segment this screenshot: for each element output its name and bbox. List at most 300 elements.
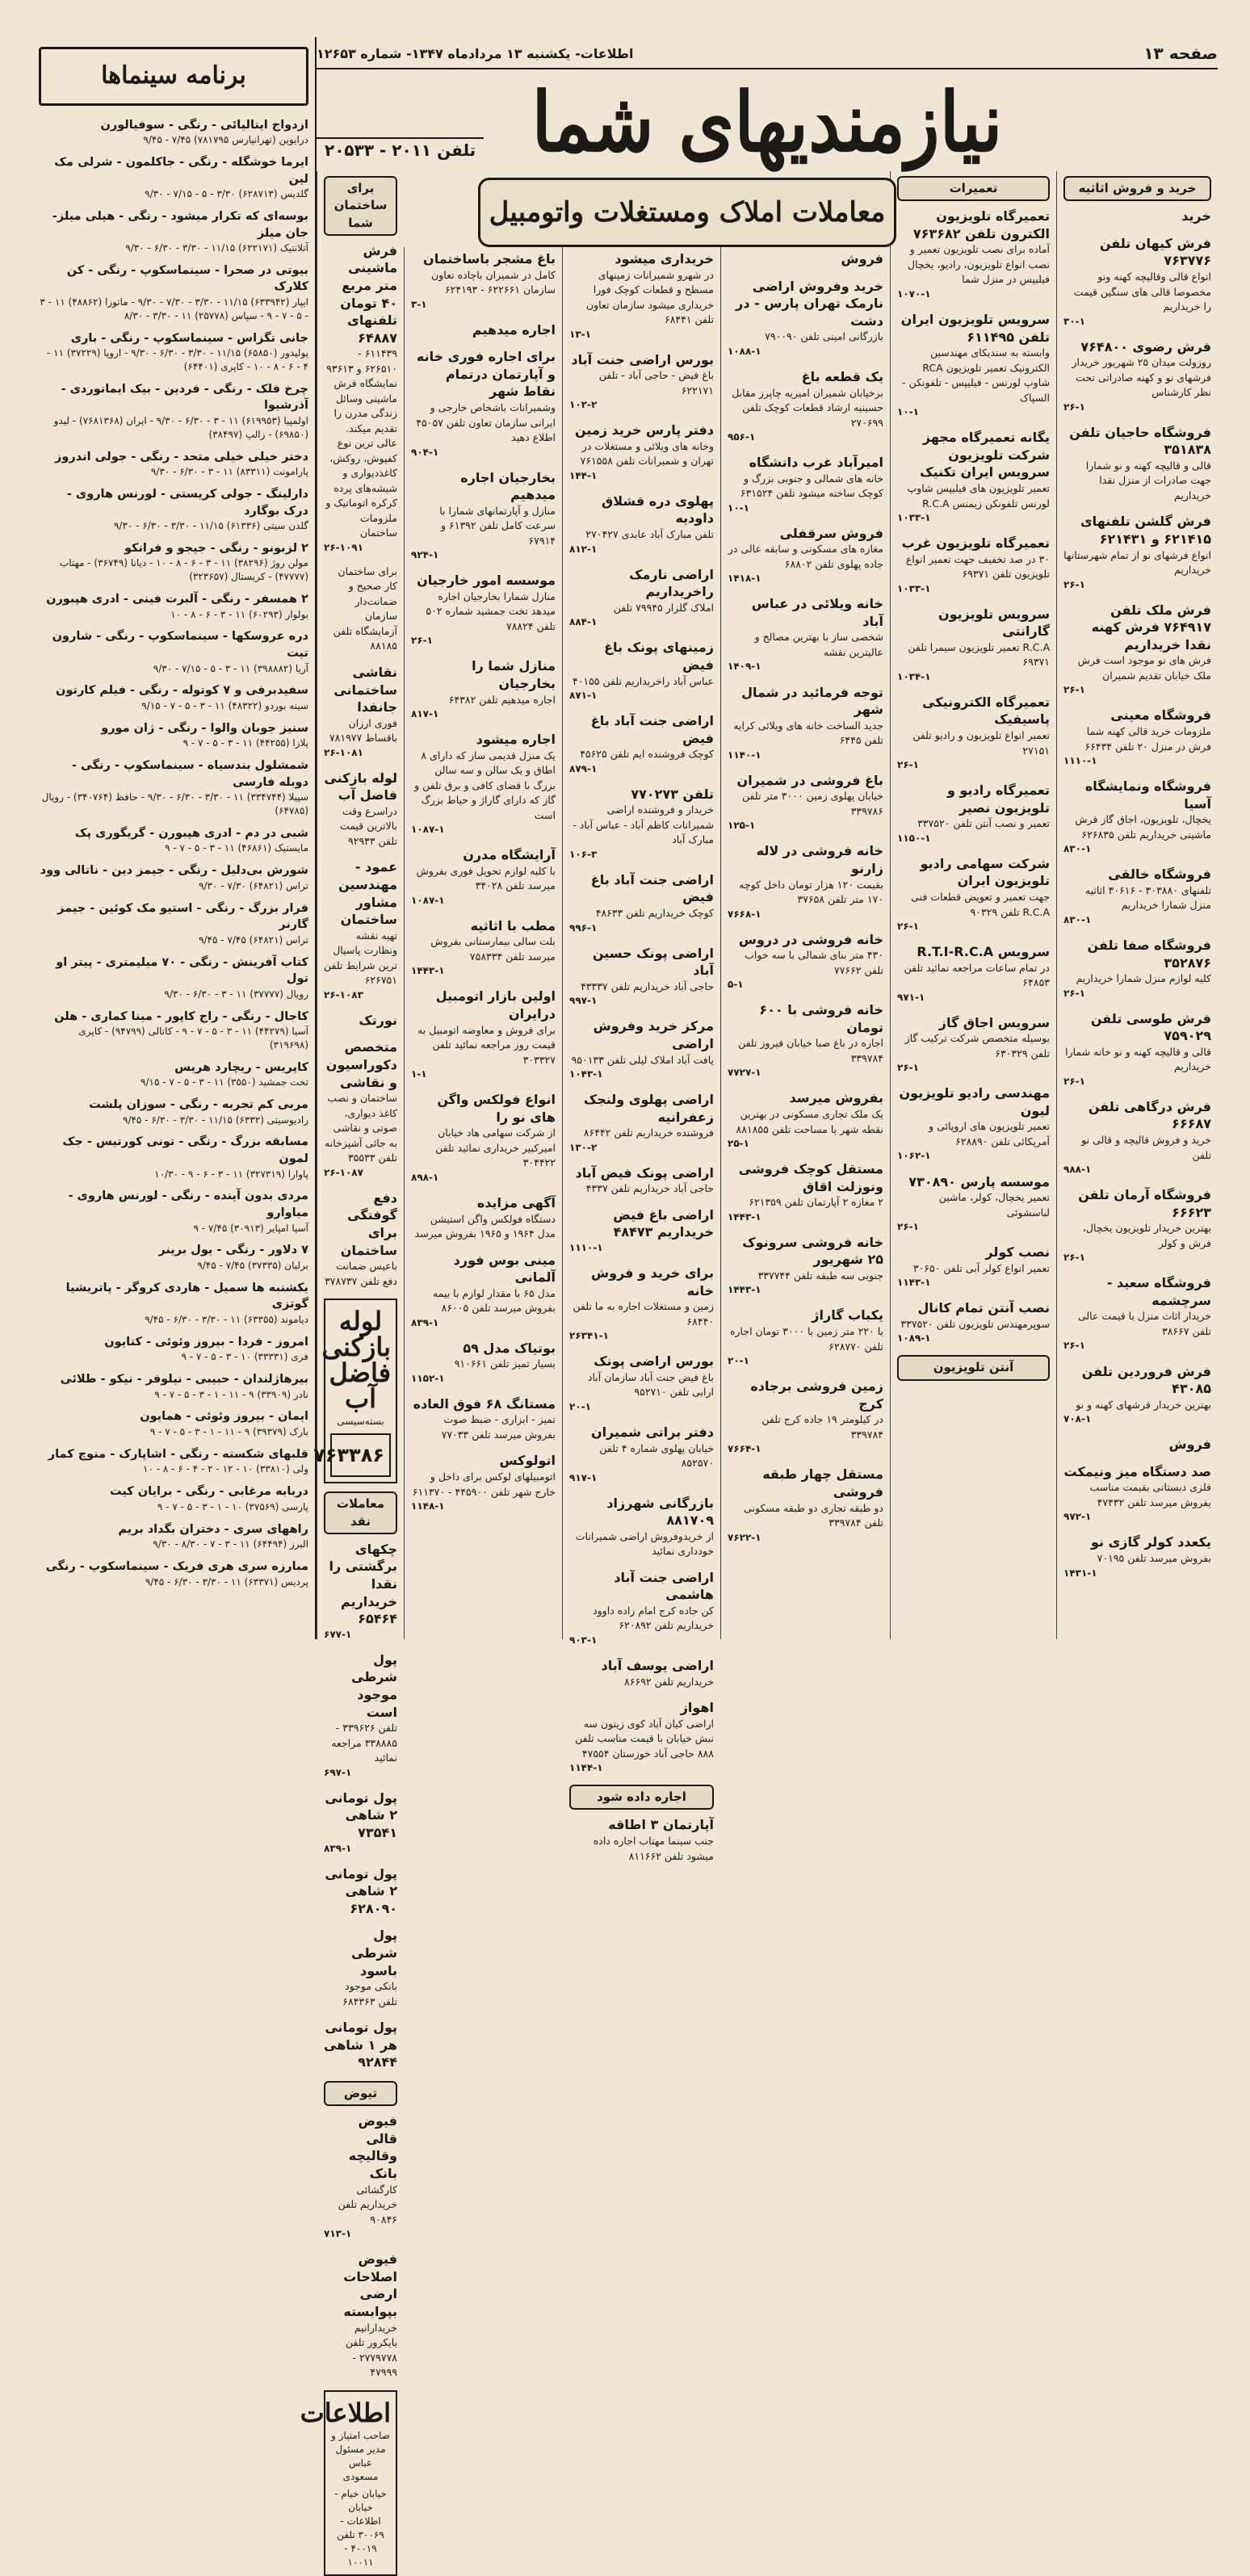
film-showtimes: مایستیک (۴۶۸۶۱) ۱۱ - ۳ - ۵ - ۷ - ۹ — [165, 842, 308, 854]
ad-body: یک ملک تجاری مسکونی در بهترین نقطه شهر با مساحت تلفن ۸۸۱۸۵۵ — [736, 1108, 883, 1135]
film-listing — [39, 825, 308, 855]
classified-ad — [897, 1173, 1050, 1235]
ad-code: ۸۱۲-۱ — [569, 543, 598, 555]
ad-title: فیوض اصلاحات ارضی بپوابسته — [343, 2251, 397, 2319]
film-listing — [39, 486, 308, 533]
ad-body: املاک گلزار ۷۹۹۴۵ تلفن — [613, 601, 714, 614]
film-listing — [39, 1097, 308, 1126]
film-title: سفیدبرفی و ۷ کوتوله - رنگی - فیلم کارتون — [56, 684, 308, 698]
ad-title: خرید وفروش اراضی نارمک تهران پارس - در دشت — [736, 278, 883, 329]
ad-title: فروشگاه معینی — [1110, 707, 1211, 724]
film-listing — [39, 330, 308, 374]
ad-code: ۸۸۴-۱ — [569, 616, 598, 628]
classified-ad — [897, 782, 1050, 845]
page-number: صفحه ۱۳ — [1143, 44, 1218, 63]
column-building — [300, 171, 404, 2568]
ad-body: از خریدوفروش اراضی شمیرانات خودداری نمائید — [575, 1529, 714, 1558]
classified-ad — [411, 988, 556, 1081]
ad-title: اراضی پهلوی ولنجک زعفرانیه — [583, 1092, 714, 1125]
film-showtimes: تراس (۶۴۸۲۱) ۷/۴۵ - ۹/۴۵ — [199, 933, 308, 946]
classified-ad — [324, 664, 397, 760]
film-listing — [39, 954, 308, 1001]
classified-ad — [897, 311, 1050, 419]
plumbing-logo: لوله بازکنی فاضل آب — [321, 1306, 391, 1415]
ad-title: اراضی یوسف آباد — [601, 1657, 714, 1673]
ad-body: برخیابان شمیران امیریه چاپرز مقابل حسینیه ارشاد قطعات کوچک تلفن ۲۷۰۶۹۹ — [732, 386, 883, 429]
ad-code: ۱۰۷۰-۱ — [897, 287, 931, 300]
ad-body: خریدار اثاث منزل با قیمت عالی تلفن ۳۸۶۶۷ — [1077, 1310, 1211, 1337]
classified-ad — [1063, 602, 1211, 698]
ad-code: ۷۶۲۲-۱ — [728, 1531, 761, 1543]
classified-ad — [411, 572, 556, 648]
ad-title: فرش گلشن تلفنهای ۶۲۱۴۱۵ و ۶۲۱۴۳۱ — [1080, 514, 1211, 548]
film-showtimes: پلازا (۴۴۲۵۵) ۱۱ - ۳ - ۵ - ۷ - ۹ — [182, 737, 308, 749]
classified-ad — [411, 731, 556, 837]
film-listing — [39, 1483, 308, 1513]
classified-ad — [728, 250, 883, 268]
ad-body: یک منزل قدیمی ساز که دارای ۸ اطاق و یک سالن و سه سالن بزرگ با فضای کافی و برق تلفن و گاز که دارای گاراژ و حیاط بزرگ است — [414, 749, 556, 821]
ad-code: ۲۶-۱ — [411, 635, 433, 647]
classified-ad — [411, 1194, 556, 1242]
film-listing — [39, 381, 308, 442]
film-listing — [39, 900, 308, 947]
ad-body: برای فروش و معاوضه اتومبیل به قیمت روز مراجعه نمائید تلفن ۳۰۳۳۲۷ — [417, 1023, 556, 1066]
ad-code: ۲۶-۱۰۸۱ — [324, 746, 363, 758]
ad-body: سوپرمهندس تلویزیون تلفن ۳۳۷۵۲۰ — [900, 1317, 1050, 1330]
ad-body: با کلیه لوازم تحویل فوری بفروش میرسد تلفن ۳۴۰۲۸ — [416, 864, 556, 892]
ad-title: فیوض قالی وقالیچه بانک — [348, 2113, 397, 2182]
ad-code: ۱۰-۱ — [728, 501, 749, 514]
ad-title: موسسه پارس ۷۳۰۸۹۰ — [908, 1173, 1050, 1189]
ad-code: ۱۱۵۰-۱ — [897, 832, 931, 844]
ad-body: انواع فرشهای نو از تمام شهرستانها خریداریم — [1063, 548, 1211, 577]
ad-title: بورس اراضی جنت آباد — [571, 351, 714, 367]
ad-body: تهیه نقشه ونظارت پاسیال ترین شرایط تلفن ۶۲۶۷۵۱ — [324, 929, 397, 987]
ad-title: اجاره میدهیم — [472, 321, 556, 338]
classified-ad — [324, 1541, 397, 1642]
ad-title: فروش — [841, 251, 883, 266]
ad-code: ۱۰-۱ — [897, 406, 919, 418]
ad-title: سرویس تلویزیون گارانتی — [938, 606, 1050, 640]
classified-ad — [569, 1091, 714, 1155]
ad-code: ۹۹۶-۱ — [569, 921, 598, 933]
ad-body: وشمیرانات باشخاص خارجی و ایرانی سازمان تعاون تلفن ۴۵۰۵۷ اطلاع دهید — [416, 401, 556, 443]
classified-ad — [897, 1299, 1050, 1345]
ad-body: در شهرو شمیرانات زمینهای مسطح و قطعات کوچک فورا خریداری میشود سازمان تعاون تلفن ۶۸۴۴۱ — [585, 268, 714, 326]
film-listing — [39, 1408, 308, 1438]
classified-ad — [324, 1789, 397, 1856]
ad-title: باغ فروشی در شمیران — [736, 772, 883, 788]
ad-code: ۱۰۲-۲ — [569, 399, 598, 411]
film-listing — [39, 1188, 308, 1235]
ad-code: ۱۰۸۸-۱ — [728, 345, 761, 357]
ad-title: پول تومانی هر ۱ شاهی ۹۲۸۴۴ — [324, 2020, 397, 2070]
classified-ad — [728, 454, 883, 515]
ad-title: اراضی پونک فیض آباد — [575, 1164, 714, 1181]
classified-ad — [897, 855, 1050, 933]
classified-ad — [728, 931, 883, 992]
classified-ad — [728, 1234, 883, 1298]
film-listing — [39, 720, 308, 750]
ad-title: نقاشی ساختمانی جانفدا — [333, 664, 397, 715]
ad-body: کارگشائی خریداریم تلفن ۹۰۸۴۶ — [338, 2183, 397, 2226]
ad-body: فرش های نو موجود است فرش ملک خیابان تقدیم شمیران — [1077, 654, 1211, 682]
ad-body: خریدار و فروشنده اراضی شمیرانات کاظم آباد - عباس آباد - مبارک آباد — [573, 803, 714, 846]
ad-title: فروشگاه خالقی — [1108, 866, 1211, 883]
ad-title: نورتک — [359, 1012, 397, 1028]
film-title: بوسه‌ای که تکرار میشود - رنگی - هیلی میلز- جان میلز — [52, 209, 308, 240]
issue-line: اطلاعات- یکشنبه ۱۳ مردادماه ۱۳۴۷- شماره ۱۲۶۵۳ — [317, 45, 634, 61]
ad-code: ۲۶۳۴۱-۱ — [569, 1330, 609, 1342]
ad-code: ۱۴۴۳-۱ — [728, 1210, 761, 1223]
film-showtimes: آریا (۳۹۸۸۸۲) ۱۱ - ۳ - ۵ - ۷/۱۵ - ۹/۳۰ — [153, 662, 308, 674]
classified-ad — [324, 1189, 397, 1289]
column-rentals-cars — [404, 247, 562, 1639]
ad-body: ۳۰ در صد تخفیف جهت تعمیر انواع تلویزیون تلفن ۶۹۳۷۱ — [905, 552, 1050, 581]
ad-title: خانه فروشی در دروس — [738, 931, 883, 947]
classified-ad — [324, 1865, 397, 1918]
ad-title: فرش ماشینی متر مربع ۴۰ تومان تلفنهای ۶۴۸۸۷ — [340, 242, 397, 346]
ad-title: باغ مشجر باساختمان — [423, 251, 556, 266]
classified-ad — [411, 1452, 556, 1513]
classified-ad — [728, 1466, 883, 1544]
ad-code: ۱۰۴۳-۱ — [569, 1068, 603, 1080]
ad-body: خیابان پهلوی زمین ۳۰۰۰ متر تلفن ۳۳۹۷۸۶ — [742, 790, 883, 817]
ad-code: ۱-۱ — [411, 1068, 427, 1080]
ad-title: فروشگاه حاجیان تلفن ۳۵۱۸۳۸ — [1069, 424, 1211, 458]
film-showtimes: سینه بوردو (۴۸۳۲۲) ۱۱ - ۳ - ۵ - ۷ - ۹/۱۵ — [141, 699, 308, 711]
ad-title: اجاره میشود — [476, 732, 556, 748]
ad-title: نصب آنتن تمام کانال — [917, 1300, 1050, 1316]
ad-title: فروش — [1168, 1437, 1211, 1453]
ad-code: ۹۲۴-۱ — [411, 549, 439, 561]
classified-ad — [569, 1495, 714, 1559]
ad-code: ۱۰۶-۳ — [569, 848, 598, 860]
ad-code: ۱۴۱۸-۱ — [728, 573, 761, 585]
ad-code: ۲۶-۱ — [1063, 578, 1085, 590]
ad-code: ۱۱۱۰-۱ — [1063, 755, 1097, 767]
ad-body: شخصی ساز با بهترین مصالح و عالیترین نقشه — [754, 631, 883, 658]
film-showtimes: آسیا (۴۴۲۷۹) ۱۱ - ۳ - ۵ - ۷ - ۹ - کاتالی (۹۴۷۹۹) - کاپری (۳۱۹۶۹۸) — [78, 1026, 308, 1051]
classified-ad — [897, 1244, 1050, 1290]
ad-title: بخارجیان اجاره میدهیم — [460, 469, 556, 503]
film-listing — [39, 1242, 308, 1272]
ad-title: اراضی پونک حسین آباد — [592, 945, 714, 979]
ad-code: ۹۷۲-۱ — [1063, 1511, 1092, 1523]
ad-body: از شرکت سهامی هاد خیابان امیرکبیر خریداری نمائید تلفن ۳۰۴۴۲۲ — [435, 1126, 556, 1169]
ad-body: مغازه های مسکونی و سابقه عالی در جاده پهلوی تلفن ۶۸۸۰۲ — [728, 543, 883, 570]
category-heading: آنتن تلویزیون — [897, 1355, 1050, 1380]
ad-body: خانه های شمالی و جنوبی بزرگ و کوچک ساخته میشود تلفن ۶۳۱۵۲۴ — [740, 472, 883, 500]
ad-code: ۲۰-۱ — [569, 1400, 591, 1412]
ad-title: شرکت سهامی رادیو تلویزیون ایران — [920, 855, 1050, 889]
ad-code: ۸۷۱-۱ — [569, 690, 598, 701]
film-showtimes: پاوارا (۳۲۷۳۱۹) ۱۱ - ۳ - ۶ - ۹ - ۱۰/۳۰ — [154, 1168, 308, 1180]
ad-code: ۱۱۴۸-۱ — [411, 1500, 445, 1512]
ad-title: عمود - مهندسین مشاور ساختمان — [338, 859, 397, 928]
ad-title: اراضی باغ فیض خریداریم ۴۸۴۷۳ — [613, 1206, 714, 1240]
film-showtimes: آتلانتیک (۶۲۲۱۷۱) ۱۱/۱۵ - ۳/۳۰ - ۶/۳۰ - ۹/۳۰ — [125, 242, 308, 254]
ad-title: خرید — [1181, 208, 1211, 224]
classified-ad — [569, 1206, 714, 1255]
film-listing — [39, 862, 308, 892]
column-repairs — [890, 171, 1056, 1639]
ad-body: ۴۳۰ متر بنای شمالی با سه خواب تلفن ۷۷۶۶۲ — [745, 949, 883, 976]
film-listing — [39, 262, 308, 323]
classified-ad — [411, 321, 556, 339]
ad-title: یگانه تعمیرگاه مجهز شرکت تلویزیون سرویس ایران تکنیک — [920, 430, 1050, 480]
ad-body: قالی و قالیچه کهنه و نو شمارا جهت صادرات از منزل نقدا خریداریم — [1085, 459, 1211, 501]
ad-code: ۱۱۱۰-۱ — [569, 1242, 603, 1254]
classified-ad — [569, 422, 714, 483]
film-listing — [39, 1559, 308, 1588]
classified-ad — [324, 564, 397, 654]
ad-code: ۱۴۴۳-۱ — [411, 965, 445, 977]
ad-body: تعمیر یخچال، کولر، ماشین لباسشوئی — [938, 1191, 1050, 1219]
film-listing — [39, 1280, 308, 1327]
ad-code: ۱۰۸۷-۱ — [411, 824, 445, 836]
classified-ad — [728, 595, 883, 673]
ad-title: مطب با اثاثیه — [470, 917, 556, 933]
ad-code: ۷۷۲۷-۱ — [728, 1067, 761, 1079]
classified-ad — [1063, 707, 1211, 768]
film-showtimes: رویال (۳۷۷۷۷) ۱۱ - ۳ - ۶/۳۰ - ۹/۳۰ — [164, 988, 308, 1000]
classified-ad — [728, 684, 883, 762]
ad-body: دستگاه فولکس واگن استیشن مدل ۱۹۶۴ و ۱۹۶۵ بفروش میرسد — [414, 1212, 556, 1240]
ad-body: خریدارانیم بایکرور تلفن ۲۷۷۹۷۷۸ - ۴۷۹۹۹ — [345, 2321, 397, 2379]
ad-title: مستانگ ۶۸ فوق العاده — [413, 1395, 556, 1412]
ad-code: ۱۴۳۱-۱ — [1063, 1567, 1097, 1579]
film-showtimes: گلدیس (۶۲۸۷۱۳) ۳/۳۰ - ۵ - ۷/۱۵ - ۹/۳۰ — [145, 188, 308, 200]
ad-title: تعمیرگاه تلویزیون غرب — [901, 535, 1050, 552]
publisher-name: صاحب امتیاز و مدیر مسئول عباس مسعودی — [331, 2429, 390, 2482]
ad-title: فرش درگاهی تلفن ۶۶۶۸۷ — [1088, 1098, 1211, 1132]
classified-ad — [569, 1816, 714, 1864]
ad-body: تعمیر انواع تلویزیون و رادیو تلفن ۲۷۱۵۱ — [912, 729, 1050, 757]
film-title: شمشلول بندسیاه - سینماسکوپ - رنگی - دوبله فارسی — [71, 759, 308, 789]
classified-ad — [569, 1353, 714, 1414]
film-listing — [39, 757, 308, 818]
film-listing — [39, 208, 308, 255]
film-showtimes: گلدن سیتی (۶۱۳۳۶) ۱۱/۱۵ - ۳/۳۰ - ۶/۳۰ - ۹/۳۰ — [113, 520, 308, 532]
ad-title: منازل شما را بخارجیان — [472, 658, 556, 691]
classified-ad — [728, 1160, 883, 1224]
ad-code: ۹۱۷-۱ — [569, 1471, 598, 1483]
category-heading: اجاره داده شود — [569, 1785, 714, 1810]
ad-body: روزولت میدان ۲۵ شهریور خریدار فرشهای نو و کهنه صادراتی تحت نظر کارشناس — [1072, 356, 1211, 399]
ad-title: آرایشگاه مدرن — [463, 847, 556, 863]
film-showtimes: بولوار (۶۰۲۹۳) ۱۱ - ۳ - ۶ - ۸ - ۱۰ — [170, 608, 308, 620]
classified-ad — [324, 858, 397, 1001]
ad-title: فرش طوسی تلفن ۷۵۹۰۲۹ — [1090, 1010, 1211, 1044]
ad-body: خریداریم تلفن ۸۶۶۹۲ — [624, 1675, 714, 1688]
film-showtimes: بارک (۳۹۳۷۹) ۹ - ۱۱ - ۱ - ۳ - ۵ - ۷ - ۹ — [149, 1426, 308, 1438]
ad-body: برای ساختمان کار صحیح و ضمانت‌دار سازمان آزمایشگاه تلفن ۸۸۱۸۵ — [333, 564, 397, 652]
film-listing — [39, 154, 308, 201]
ad-body: کوچک خریداریم تلفن ۴۸۶۳۳ — [595, 907, 714, 920]
classified-ad — [411, 1340, 556, 1386]
film-showtimes: ایپار (۶۳۳۹۴۲) ۱۱/۱۵ - ۳/۳۰ - ۷/۳۰ - ۹/۳۰ - ماتوزا (۴۸۸۶۲) ۱۱ - ۳ - ۵ - ۷ - ۹ - سپاس (۲۵۷۷۸) ۱۱ - ۳/۳۰ - ۸/۳۰ — [40, 296, 308, 321]
publisher-address: خیابان خیام - خیابان اطلاعات - ۳۰۰۶۹ تلفن ۴۰۰۱۹ - ۱۰۰۱۱ — [334, 2487, 387, 2568]
ad-code: ۲۶-۱ — [1063, 401, 1085, 413]
classified-ad — [324, 1012, 397, 1030]
classified-ad — [569, 639, 714, 703]
ad-code: ۲۶-۱ — [897, 1221, 919, 1233]
ad-body: اجاره میدهیم تلفن ۶۴۳۸۲ — [448, 693, 556, 706]
classified-ad — [1063, 1363, 1211, 1427]
ad-title: فروشگاه سعید - سرچشمه — [1106, 1275, 1211, 1308]
classified-ad — [1063, 513, 1211, 591]
classified-ad — [1063, 1098, 1211, 1177]
ad-code: ۱۰۳۳-۱ — [897, 512, 931, 524]
ad-code: ۸۹۸-۱ — [411, 1171, 439, 1183]
category-heading: تعمیرات — [897, 176, 1050, 201]
ad-code: ۷۱۳-۱ — [324, 2228, 352, 2240]
film-listing — [39, 1134, 308, 1181]
ad-title: مستقل کوچک فروشی ونوزلت اقاق — [738, 1161, 883, 1194]
classified-ad — [728, 1307, 883, 1368]
ad-title: فروشگاه ونمایشگاه آسیا — [1084, 778, 1211, 812]
classified-ad — [1063, 866, 1211, 927]
ad-code: ۸۳۰-۱ — [1063, 913, 1092, 925]
classified-ad — [1063, 1010, 1211, 1089]
ad-body: زمین و مستغلات اجاره به ما تلفن ۶۸۴۴۰ — [573, 1300, 714, 1328]
ad-body: منازل و آپارتمانهای شمارا با سرعت کامل تلفن ۶۱۳۹۲ و ۶۷۹۱۴ — [439, 504, 556, 547]
film-showtimes: سپیلا (۳۳۴۷۴۴) ۱۱ - ۳/۳۰ - ۶/۳۰ - ۹/۳۰ - حافظ (۳۴۰۷۶۴) - رویال (۶۴۷۸۵) — [41, 791, 308, 817]
film-title: ایمان - بیروز وئوئی - همایون — [140, 1410, 308, 1424]
classified-ad — [411, 348, 556, 459]
ad-body: تلفن ۳۳۹۶۲۶ - ۳۳۸۸۸۵ مراجعه نمائید — [331, 1722, 397, 1764]
ad-body: دو طبقه تجاری دو طبقه مسکونی تلفن ۳۳۹۷۸۴ — [744, 1501, 883, 1529]
ad-title: بورس اراضی پونک — [594, 1353, 714, 1370]
film-listing — [39, 591, 308, 621]
publisher-logo: اطلاعات — [300, 2397, 391, 2428]
classified-ad — [324, 2019, 397, 2071]
ad-title: آپارتمان ۳ اطاقه — [608, 1817, 714, 1833]
ad-body: جنوبی سه طبقه تلفن ۳۳۷۷۴۴ — [757, 1269, 883, 1282]
ad-title: اراضی جنت آباد هاشمی — [614, 1569, 714, 1603]
ad-body: اتومبیلهای لوکس برای داخل و خارج شهر تلفن ۴۴۵۹۰۰ - ۶۱۱۳۷۰ — [412, 1471, 556, 1498]
film-showtimes: البرز (۶۴۴۹۴) ۱۱ - ۳ - ۷ - ۸/۳۰ - ۹/۳۰ — [153, 1538, 308, 1550]
ad-body: باغ فیض - حاجی آباد - تلفن ۶۲۲۱۷۱ — [598, 369, 714, 396]
ad-body: بانکی موجود تلفن ۶۸۴۳۶۳ — [342, 1980, 397, 2008]
classified-ad — [411, 846, 556, 908]
classified-ad — [411, 1395, 556, 1443]
ad-body: فوری ارزان باقساط ۷۸۱۹۷۷ — [329, 716, 397, 745]
ad-title: پهلوی دره قشلاق داودیه — [601, 493, 714, 527]
ad-code: ۲۶-۱۰۸۳ — [324, 988, 363, 1001]
classified-ad — [411, 917, 556, 979]
ad-body: R.C.A تعمیر تلویزیون سیمرا تلفن ۶۹۳۷۱ — [908, 640, 1050, 669]
classified-ad — [728, 1001, 883, 1080]
ad-body: حاجی آباد خریداریم تلفن ۴۳۳۳۷ — [581, 980, 714, 992]
film-showtimes: نادر (۳۳۹۰۹) ۹ - ۱۱ - ۱ - ۳ - ۵ - ۷ - ۹ — [154, 1388, 308, 1400]
ad-code: ۱۰۳۳-۱ — [897, 582, 931, 594]
ad-title: پول تومانی ۲ شاهی ۷۳۵۴۱ — [325, 1789, 397, 1840]
ad-code: ۲۶-۱ — [1063, 987, 1085, 999]
film-title: دربابه مرغابی - رنگی - برایان کیت — [110, 1485, 308, 1499]
classified-ad — [1063, 1533, 1211, 1580]
ad-code: ۱۰۳۴-۱ — [897, 670, 931, 682]
ad-title: خانه فروشی با ۶۰۰ تومان — [759, 1002, 883, 1035]
ad-body: کن جاده کرج امام زاده داوود خریداریم تلفن ۶۲۰۸۹۲ — [593, 1604, 714, 1632]
ad-title: خریداری میشود — [615, 251, 714, 266]
ad-title: تعمیرگاه تلویزیون الکترون تلفن ۷۶۳۶۸۲ — [912, 208, 1050, 241]
ad-code: ۱۱۴۴-۱ — [569, 1762, 603, 1774]
ad-code: ۱۰۸۷-۱ — [411, 894, 445, 906]
ad-code: ۹۰۴-۱ — [411, 446, 439, 458]
classified-ad — [728, 1378, 883, 1456]
ad-body: با ۲۲۰ متر زمین با ۳۰۰۰ تومان اجاره تلفن ۶۲۸۷۷۰ — [729, 1325, 883, 1353]
ad-title: یکعدد کولر گازی نو — [1090, 1534, 1211, 1550]
classified-ad — [728, 525, 883, 586]
film-showtimes: ولی (۳۳۸۱۰) ۱۰ - ۱۲ - ۲ - ۴ - ۶ - ۸ - ۱۰ — [143, 1463, 308, 1475]
plumbing-ad-box — [313, 1298, 397, 1483]
film-title: بیوتی در صحرا - سینماسکوپ - رنگی - کن کلارک — [66, 263, 308, 294]
ad-body: دراسرع وقت بالاترین قیمت تلفن ۹۲۹۳۳ — [339, 804, 397, 847]
ad-code: ۱۱۴۰-۱ — [728, 749, 761, 761]
ad-title: دفتر براتی شمیران — [590, 1424, 714, 1440]
classified-ad — [324, 2251, 397, 2380]
ad-title: فروش سرقفلی — [779, 525, 883, 541]
ad-title: بفروش میرسد — [789, 1090, 883, 1106]
ad-body: تعمیر تلویزیون های فیلیپس شاوپ لورنس تلفونکن زیمنس R.C.A — [907, 482, 1050, 510]
ad-code: ۱۱۴۳-۱ — [897, 1277, 931, 1289]
film-title: مسابقه بزرگ - رنگی - تونی کورتیس - جک لمون — [62, 1135, 308, 1166]
ad-body: قالی و قالیچه کهنه و نو خانه شمارا خریداریم — [1065, 1045, 1211, 1073]
ad-title: نصب کولر — [985, 1244, 1050, 1261]
film-title: مربی کم تجربه - رنگی - سوزان پلشت — [89, 1098, 308, 1112]
ad-title: اهواز — [680, 1700, 714, 1716]
ad-body: اراضی کیان آباد کوی زیتون سه نبش خیابان با قیمت مناسب تلفن ۸۸۸ حاجی آباد خوزستان ۴۷۵۵۴ — [575, 1717, 714, 1760]
ad-code: ۲۶-۱ — [1063, 1252, 1085, 1264]
ad-body: تمیز - ابزاری - ضبط صوت بفروش میرسد تلفن ۷۷۰۳۳ — [441, 1413, 556, 1441]
film-showtimes: برلیان (۳۷۳۳۵) ۷/۴۵ - ۹/۴۵ — [197, 1259, 308, 1271]
classified-ad — [411, 1252, 556, 1330]
ad-code: ۲۶-۱ — [1063, 684, 1085, 696]
ad-body: ۶۱۱۴۳۹ - ۶۲۶۵۱۰ و ۹۳۶۱۳ نمایشگاه فرش ماشینی وسائل زندگی مدرن را تقدیم میکند. عالی ترین نوع کفپوش، روکش، کاغذدیواری و شیشه‌های پرده کرکره اتوماتیک و ملزومات ساختمان — [325, 347, 397, 539]
ad-code: ۸۳۰-۱ — [1063, 843, 1092, 855]
ad-code: ۱۳-۱ — [569, 328, 591, 340]
ad-body: بلت سالی بیمارستانی بفروش میرسد تلفن ۷۵۸۳۳۴ — [430, 935, 556, 963]
classified-ad — [897, 429, 1050, 525]
ad-code: ۶۷۷-۱ — [324, 1628, 352, 1640]
classified-ad — [728, 1089, 883, 1151]
ad-code: ۷۶۶۴-۱ — [728, 1443, 761, 1455]
classified-ad — [1063, 208, 1211, 225]
ad-title: آگهی مزایده — [476, 1194, 556, 1210]
film-title: چرخ فلک - رنگی - فردین - بیک ایمانوردی - آذرشیوا — [61, 382, 308, 413]
ad-body: در کیلومتر ۱۹ جاده کرج تلفن ۳۳۹۷۸۴ — [761, 1413, 883, 1441]
ad-title: برای خرید و فروش خانه — [591, 1265, 714, 1298]
category-heading: معاملات نقد — [324, 1491, 397, 1534]
classified-ad — [728, 368, 883, 444]
film-title: قلبهای شکسته - رنگی - اشاپارک - منوچ کمار — [48, 1447, 308, 1461]
masthead — [317, 73, 1218, 170]
film-listing — [39, 1371, 308, 1401]
ad-code: ۱۴۴-۱ — [569, 469, 598, 481]
ad-code: ۹۸۸-۱ — [1063, 1164, 1092, 1176]
ad-title: تعمیرگاه رادیو و تلویزیون نصیر — [946, 782, 1050, 816]
ad-body: تلفنهای ۳۰۳۸۸۰ - ۳۰۶۱۶ اثاثیه منزل شمارا خریداریم — [1084, 883, 1211, 912]
ad-title: پول شرطی موجود است — [351, 1651, 397, 1720]
classified-ad — [569, 1424, 714, 1485]
ad-code: ۵-۱ — [728, 979, 744, 991]
classified-ad — [1063, 235, 1211, 329]
ad-title: امیرآباد غرب دانشگاه — [749, 455, 883, 471]
ad-body: کلیه لوازم منزل شمارا خریداریم — [1076, 972, 1211, 985]
film-listing — [39, 682, 308, 712]
